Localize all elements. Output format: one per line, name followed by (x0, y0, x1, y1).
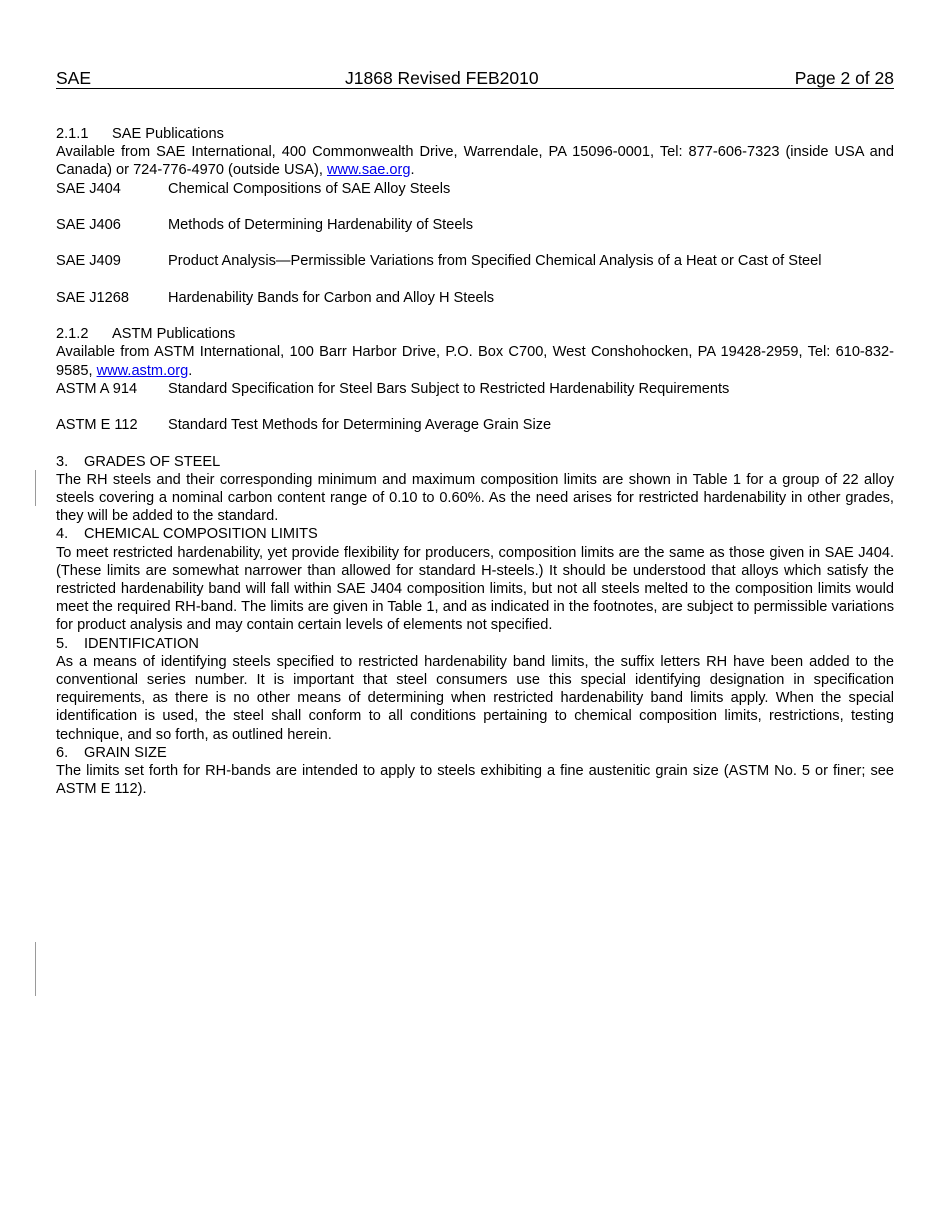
document-body (56, 125, 894, 798)
page-header (56, 68, 894, 89)
astm-availability-paragraph (56, 343, 894, 379)
reference-title: Product Analysis—Permissible Variations from Specified Chemical Analysis of a Heat or Cast of Steel (168, 253, 822, 270)
astm-website-link[interactable]: www.astm.org (96, 362, 189, 379)
section-heading-3 (56, 453, 894, 471)
punctuation: . (188, 362, 193, 379)
reference-code: ASTM E 112 (56, 417, 138, 434)
section-number: 2.1.1 (56, 126, 89, 142)
reference-row (56, 216, 894, 234)
section-6-body: The limits set forth for RH-bands are intended to apply to steels exhibiting a fine austenitic grain size (ASTM No. 5 or finer; see ASTM E 112). (56, 763, 894, 798)
reference-code: SAE J1268 (56, 289, 130, 306)
reference-row (56, 180, 894, 198)
header-page-number: Page 2 of 28 (794, 68, 894, 88)
section-title: CHEMICAL COMPOSITION LIMITS (84, 526, 318, 543)
availability-text: Available from ASTM International, 100 Barr Harbor Drive, P.O. Box C700, West Conshohocken, PA 19428-2959, Tel: 610-832-9585, (56, 344, 894, 379)
reference-code: ASTM A 914 (56, 380, 138, 397)
reference-title: Hardenability Bands for Carbon and Alloy H Steels (168, 289, 495, 306)
change-bar (35, 942, 36, 996)
section-5-body: As a means of identifying steels specified to restricted hardenability band limits, the suffix letters RH have been added to the conventional series number. It is important that steel consumers use this special identifying designation in specification requirements, as there is no other means of determining when restricted hardenability band limits apply. When the special identification is used, the steel shall conform to all conditions pertaining to chemical composition limits, restrictions, testing technique, and so forth, as outlined herein. (56, 653, 894, 743)
reference-code: SAE J404 (56, 180, 121, 197)
reference-row (56, 380, 894, 398)
section-number: 3. (56, 453, 69, 470)
sae-availability-paragraph (56, 143, 894, 179)
punctuation: . (410, 162, 415, 179)
availability-text: Available from SAE International, 400 Commonwealth Drive, Warrendale, PA 15096-0001, Tel: 877-606-7323 (inside USA and Canada) or 724-776-4970 (outside USA), (56, 144, 894, 179)
section-heading-2-1-2 (56, 325, 894, 343)
section-number: 4. (56, 526, 69, 543)
header-doc-id: J1868 Revised FEB2010 (345, 68, 539, 88)
reference-code: SAE J406 (56, 217, 121, 233)
section-heading-6 (56, 744, 894, 762)
section-heading-5 (56, 635, 894, 653)
reference-row (56, 416, 894, 434)
section-heading-2-1-1 (56, 125, 894, 143)
section-title: GRADES OF STEEL (84, 453, 221, 470)
section-3-body: The RH steels and their corresponding minimum and maximum composition limits are shown in Table 1 for a group of 22 alloy steels covering a nominal carbon content range of 0.10 to 0.60%. As the need arises for restricted hardenability in other grades, they will be added to the standard. (56, 471, 894, 525)
change-bar (35, 470, 36, 506)
header-org: SAE (56, 68, 92, 88)
reference-title: Methods of Determining Hardenability of Steels (168, 217, 474, 233)
reference-code: SAE J409 (56, 253, 121, 270)
reference-title: Standard Test Methods for Determining Average Grain Size (168, 417, 552, 434)
reference-row (56, 252, 894, 270)
section-title: SAE Publications (112, 126, 224, 142)
section-4-body: To meet restricted hardenability, yet provide flexibility for producers, composition limits are the same as those given in SAE J404. (These limits are somewhat narrower than allowed for standard H-steels.) It should be understood that alloys which satisfy the restricted hardenability band will fall within SAE J404 composition limits, but not all steels melted to the composition limits would meet the required RH-band. The limits are given in Table 1, and as indicated in the footnotes, are subject to permissible variations for product analysis and may contain certain levels of elements not specified. (56, 544, 894, 634)
reference-row (56, 289, 894, 307)
section-number: 2.1.2 (56, 326, 89, 343)
reference-title: Standard Specification for Steel Bars Subject to Restricted Hardenability Requirements (168, 380, 730, 397)
sae-website-link[interactable]: www.sae.org (326, 162, 411, 179)
section-title: IDENTIFICATION (84, 635, 199, 652)
section-heading-4 (56, 525, 894, 543)
section-number: 6. (56, 744, 69, 761)
section-title: GRAIN SIZE (84, 744, 167, 761)
section-number: 5. (56, 635, 69, 652)
reference-title: Chemical Compositions of SAE Alloy Steels (168, 180, 451, 197)
section-title: ASTM Publications (112, 326, 236, 343)
